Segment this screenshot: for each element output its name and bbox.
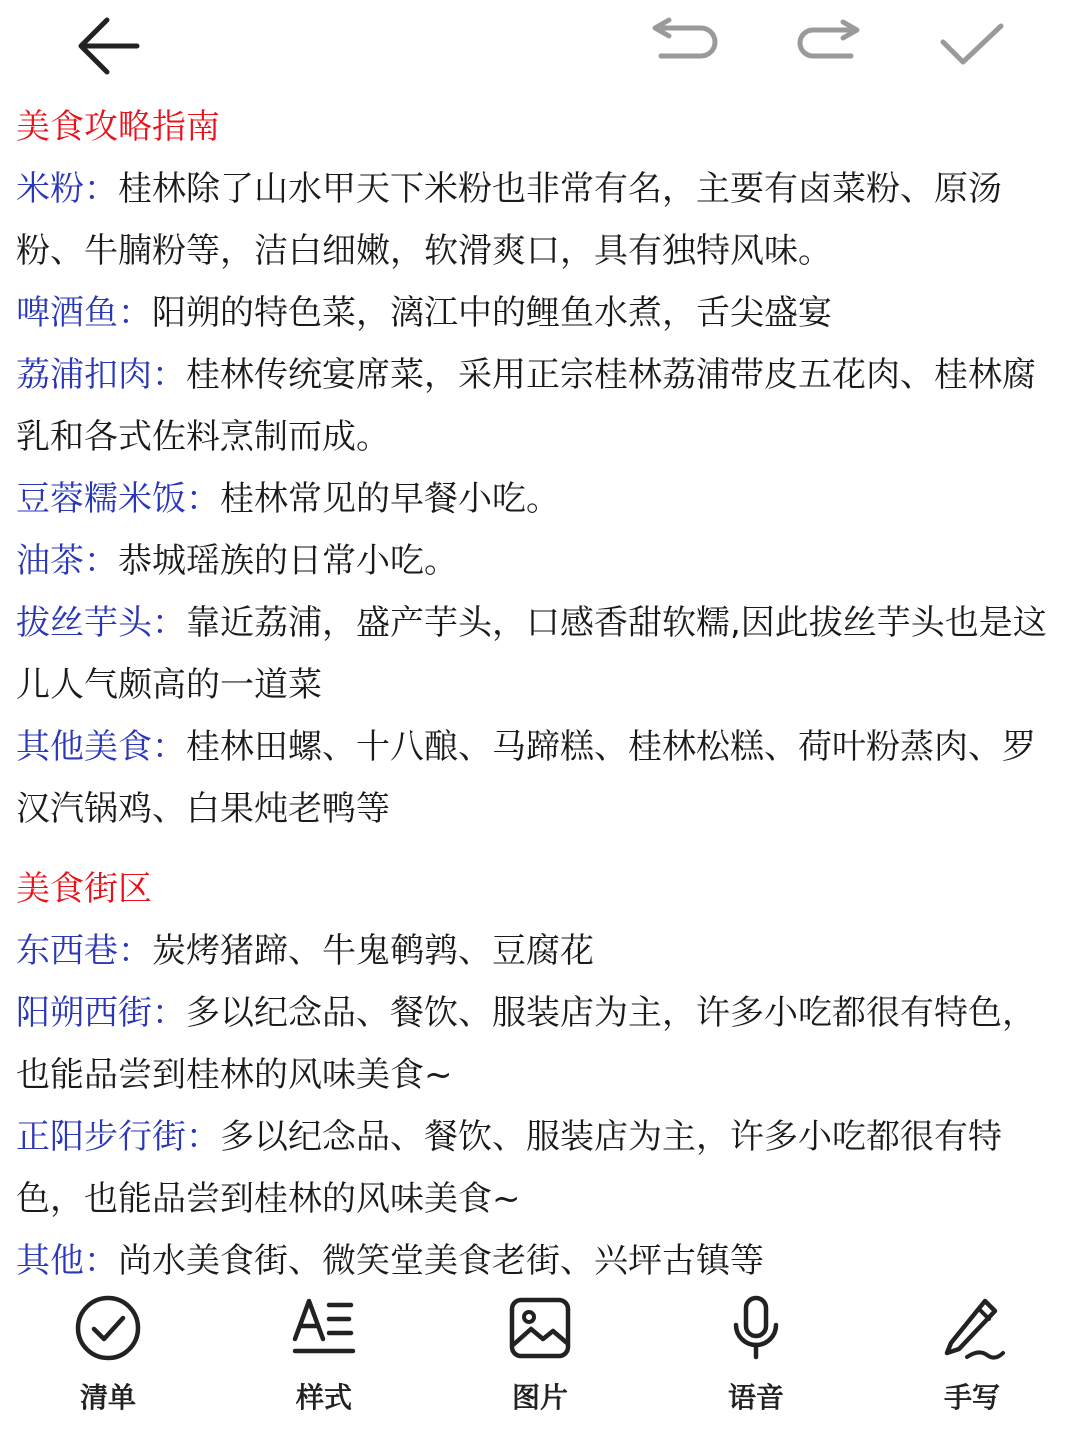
note-item-other-streets — [16, 1230, 1056, 1292]
item-term: 其他： — [16, 1241, 118, 1281]
note-item-west-street — [16, 982, 1056, 1106]
redo-icon — [793, 16, 863, 76]
item-term: 阳朔西街： — [16, 993, 186, 1033]
item-text: 靠近荔浦，盛产芋头，口感香甜软糯,因此拔丝芋头也是这儿人气颇高的一道菜 — [16, 603, 1047, 705]
voice-label: 语音 — [727, 1381, 784, 1414]
undo-button[interactable] — [644, 6, 724, 86]
item-term: 正阳步行街： — [16, 1117, 220, 1157]
note-item-rice-noodle — [16, 158, 1056, 282]
image-label: 图片 — [511, 1381, 568, 1414]
item-term: 荔浦扣肉： — [16, 355, 186, 395]
note-item-oil-tea — [16, 530, 1056, 592]
note-item-beer-fish — [16, 282, 1056, 344]
item-text: 桂林常见的早餐小吃。 — [220, 479, 560, 519]
item-term: 米粉： — [16, 169, 118, 209]
top-toolbar — [0, 0, 1080, 100]
item-term: 其他美食： — [16, 727, 186, 767]
section-spacer — [16, 840, 1056, 858]
image-button[interactable] — [432, 1288, 648, 1428]
handwrite-label: 手写 — [943, 1381, 1000, 1414]
note-item-zhengyang-street — [16, 1106, 1056, 1230]
item-text: 尚水美食街、微笑堂美食老街、兴坪古镇等 — [118, 1241, 764, 1281]
item-text: 多以纪念品、餐饮、服装店为主，许多小吃都很有特色，也能品尝到桂林的风味美食~ — [16, 993, 1036, 1095]
text-style-icon — [284, 1288, 364, 1368]
handwrite-button[interactable] — [864, 1288, 1080, 1428]
note-item-sticky-rice — [16, 468, 1056, 530]
voice-button[interactable] — [648, 1288, 864, 1428]
item-text: 恭城瑶族的日常小吃。 — [118, 541, 458, 581]
checklist-button[interactable] — [0, 1288, 216, 1428]
section-title-food-guide: 美食攻略指南 — [16, 107, 220, 147]
back-button[interactable] — [68, 6, 148, 86]
item-term: 啤酒鱼： — [16, 293, 152, 333]
check-icon — [937, 16, 1007, 76]
item-term: 东西巷： — [16, 931, 152, 971]
note-item-dongxi-lane — [16, 920, 1056, 982]
section-title-food-streets: 美食街区 — [16, 869, 152, 909]
undo-icon — [649, 16, 719, 76]
style-button[interactable] — [216, 1288, 432, 1428]
item-text: 阳朔的特色菜，漓江中的鲤鱼水煮，舌尖盛宴 — [152, 293, 832, 333]
item-text: 桂林田螺、十八酿、马蹄糕、桂林松糕、荷叶粉蒸肉、罗汉汽锅鸡、白果炖老鸭等 — [16, 727, 1036, 829]
bottom-toolbar — [0, 1288, 1080, 1440]
microphone-icon — [716, 1288, 796, 1368]
arrow-left-icon — [73, 11, 143, 81]
checklist-label: 清单 — [79, 1381, 136, 1414]
style-label: 样式 — [295, 1381, 352, 1414]
done-button[interactable] — [932, 6, 1012, 86]
pen-icon — [932, 1288, 1012, 1368]
item-term: 拔丝芋头： — [16, 603, 186, 643]
item-text: 炭烤猪蹄、牛鬼鹌鹑、豆腐花 — [152, 931, 594, 971]
image-icon — [500, 1288, 580, 1368]
item-term: 豆蓉糯米饭： — [16, 479, 220, 519]
item-text: 桂林除了山水甲天下米粉也非常有名，主要有卤菜粉、原汤粉、牛腩粉等，洁白细嫩，软滑爽口，具有独特风味。 — [16, 169, 1002, 271]
redo-button[interactable] — [788, 6, 868, 86]
note-content[interactable] — [16, 96, 1056, 1292]
note-item-lipu-pork — [16, 344, 1056, 468]
item-term: 油茶： — [16, 541, 118, 581]
note-item-taro — [16, 592, 1056, 716]
checklist-icon — [68, 1288, 148, 1368]
note-item-other-food — [16, 716, 1056, 840]
item-text: 桂林传统宴席菜，采用正宗桂林荔浦带皮五花肉、桂林腐乳和各式佐料烹制而成。 — [16, 355, 1036, 457]
item-text: 多以纪念品、餐饮、服装店为主，许多小吃都很有特色，也能品尝到桂林的风味美食~ — [16, 1117, 1002, 1219]
